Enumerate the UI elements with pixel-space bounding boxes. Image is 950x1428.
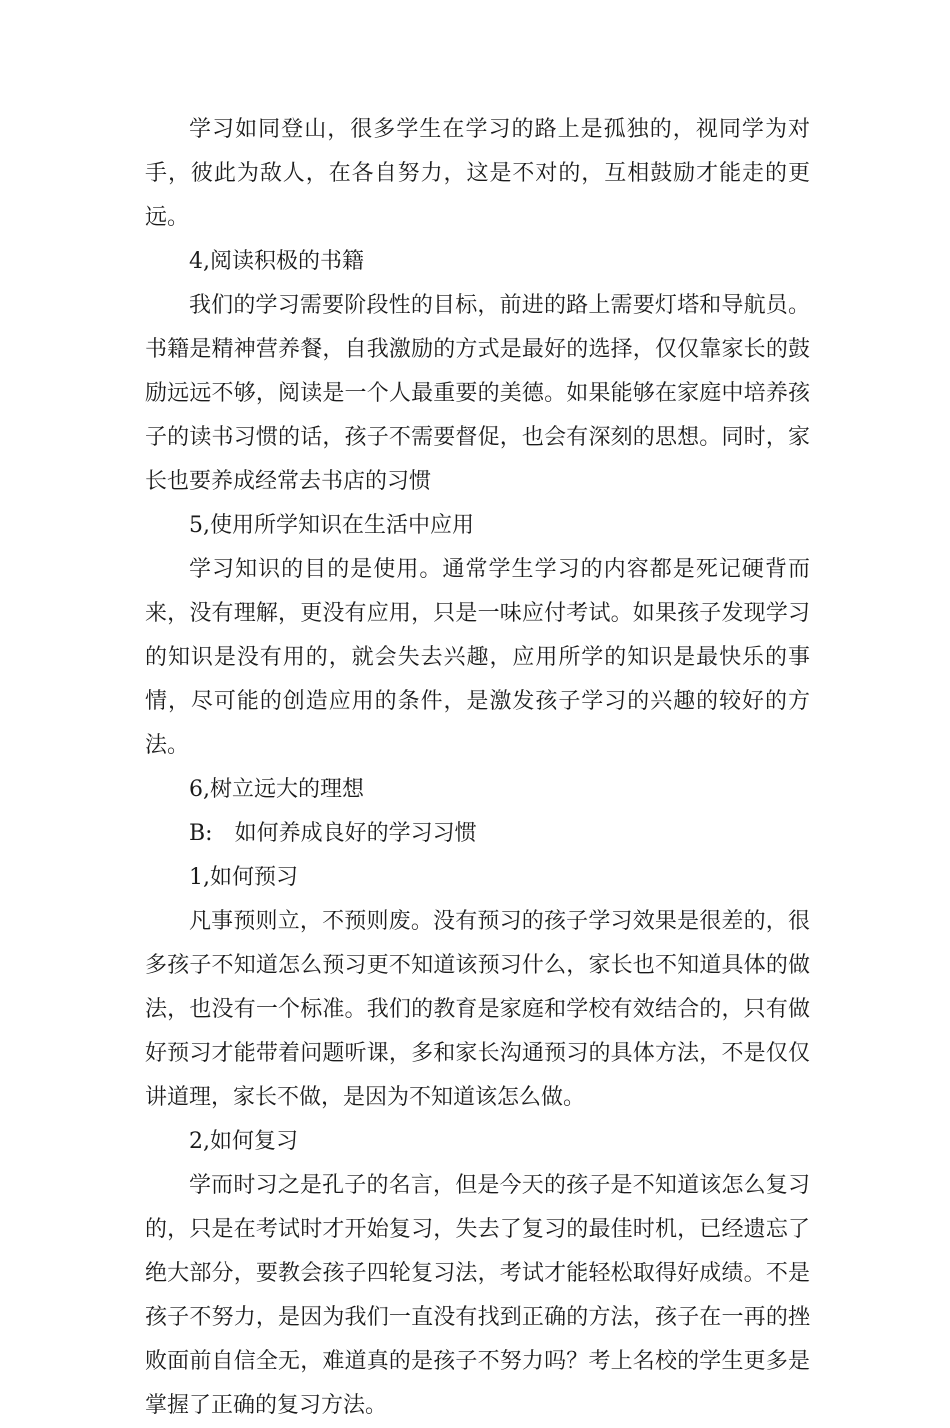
paragraph-apply-knowledge: 学习知识的目的是使用。通常学生学习的内容都是死记硬背而来，没有理解，更没有应用，只是一味应付考试。如果孩子发现学习的知识是没有用的，就会失去兴趣，应用所学的知识是最快乐的事情，尽可能的创造应用的条件，是激发孩子学习的兴趣的较好的方法。: [145, 557, 810, 758]
heading-review: 2,如何复习: [189, 1129, 298, 1154]
document-body: [145, 108, 810, 1428]
paragraph-reading: 我们的学习需要阶段性的目标，前进的路上需要灯塔和导航员。书籍是精神营养餐，自我激励的方式是最好的选择，仅仅靠家长的鼓励远远不够，阅读是一个人最重要的美德。如果能够在家庭中培养孩子的读书习惯的话，孩子不需要督促，也会有深刻的思想。同时，家长也要养成经常去书店的习惯: [145, 293, 810, 494]
paragraph-study-like-climbing: 学习如同登山，很多学生在学习的路上是孤独的，视同学为对手，彼此为敌人，在各自努力，这是不对的，互相鼓励才能走的更远。: [145, 117, 810, 230]
heading-preview: 1,如何预习: [189, 865, 298, 890]
heading-section-b: B: 如何养成良好的学习习惯: [189, 821, 477, 846]
paragraph-review: 学而时习之是孔子的名言，但是今天的孩子是不知道该怎么复习的，只是在考试时才开始复习，失去了复习的最佳时机，已经遗忘了绝大部分，要教会孩子四轮复习法，考试才能轻松取得好成绩。不是孩子不努力，是因为我们一直没有找到正确的方法，孩子在一再的挫败面前自信全无，难道真的是孩子不努力吗？考上名校的学生更多是掌握了正确的复习方法。: [145, 1173, 810, 1418]
heading-read-positive-books: 4,阅读积极的书籍: [189, 249, 364, 274]
heading-apply-knowledge: 5,使用所学知识在生活中应用: [189, 513, 474, 538]
heading-ideals: 6,树立远大的理想: [189, 777, 364, 802]
paragraph-preview: 凡事预则立，不预则废。没有预习的孩子学习效果是很差的，很多孩子不知道怎么预习更不知道该预习什么，家长也不知道具体的做法，也没有一个标准。我们的教育是家庭和学校有效结合的，只有做好预习才能带着问题听课，多和家长沟通预习的具体方法，不是仅仅讲道理，家长不做，是因为不知道该怎么做。: [145, 909, 810, 1110]
